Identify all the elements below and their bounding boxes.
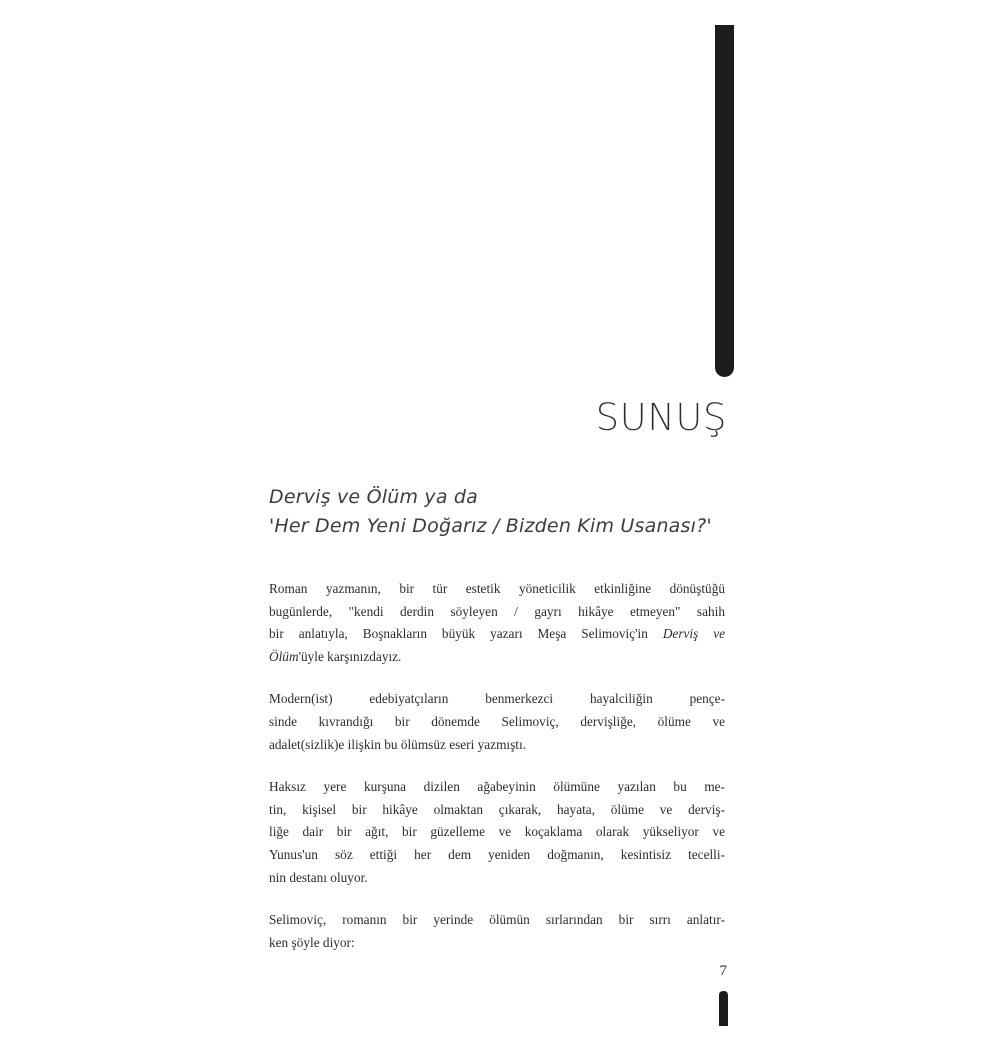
chapter-subtitle xyxy=(269,483,739,541)
paragraph xyxy=(269,578,725,668)
paragraph-line: adalet(sizlik)e ilişkin bu ölümsüz eseri yazmıştı. xyxy=(269,736,527,752)
paragraph-line: Selimoviç, romanın bir yerinde ölümün sırlarından bir sırrı anlatır- xyxy=(269,912,725,928)
paragraph-line: Roman yazmanın, bir tür estetik yöneticilik etkinliğine dönüştüğü xyxy=(269,581,725,596)
paragraph-line: nin destanı oluyor. xyxy=(269,869,368,885)
paragraph-line: Haksız yere kurşuna dizilen ağabeyinin ölümüne yazılan bu me- xyxy=(269,779,725,795)
paragraph-line xyxy=(269,646,725,669)
paragraph-line: bugünlerde, "kendi derdin söyleyen / gayrı hikâye etmeyen" sahih xyxy=(269,603,725,619)
subtitle-line: 'Her Dem Yeni Doğarız / Bizden Kim Usanası?' xyxy=(269,515,712,537)
page-number: 7 xyxy=(719,963,727,979)
paragraph-line xyxy=(269,623,725,646)
paragraph-line: Yunus'un söz ettiği her dem yeniden doğmanın, kesintisiz tecelli- xyxy=(269,846,725,862)
decorative-bottom-bar xyxy=(719,991,728,1026)
paragraph-line: sinde kıvrandığı bir dönemde Selimoviç, dervişliğe, ölüme ve xyxy=(269,713,725,729)
paragraph-line-text: bir anlatıyla, Boşnakların büyük yazarı Meşa Selimoviç'in xyxy=(269,626,663,642)
book-title-italic: Derviş ve xyxy=(662,626,725,642)
paragraph-line: liğe dair bir ağıt, bir güzelleme ve koçaklama olarak yükseliyor ve xyxy=(269,824,725,840)
decorative-top-bar xyxy=(715,25,734,377)
paragraph-line: ken şöyle diyor: xyxy=(269,934,355,950)
book-title-italic: Ölüm xyxy=(269,648,299,664)
paragraph xyxy=(269,776,725,889)
paragraph-line: Modern(ist) edebiyatçıların benmerkezci hayalciliğin pençe- xyxy=(269,691,725,707)
paragraph-line-text: 'üyle karşınızdayız. xyxy=(298,648,402,664)
subtitle-line: Derviş ve Ölüm ya da xyxy=(269,486,479,508)
paragraph xyxy=(269,688,725,756)
paragraph-line: tin, kişisel bir hikâye olmaktan çıkarak, hayata, ölüme ve derviş- xyxy=(269,801,725,817)
section-title: SUNUŞ xyxy=(595,396,727,439)
paragraph xyxy=(269,909,725,954)
body-text xyxy=(269,578,725,974)
